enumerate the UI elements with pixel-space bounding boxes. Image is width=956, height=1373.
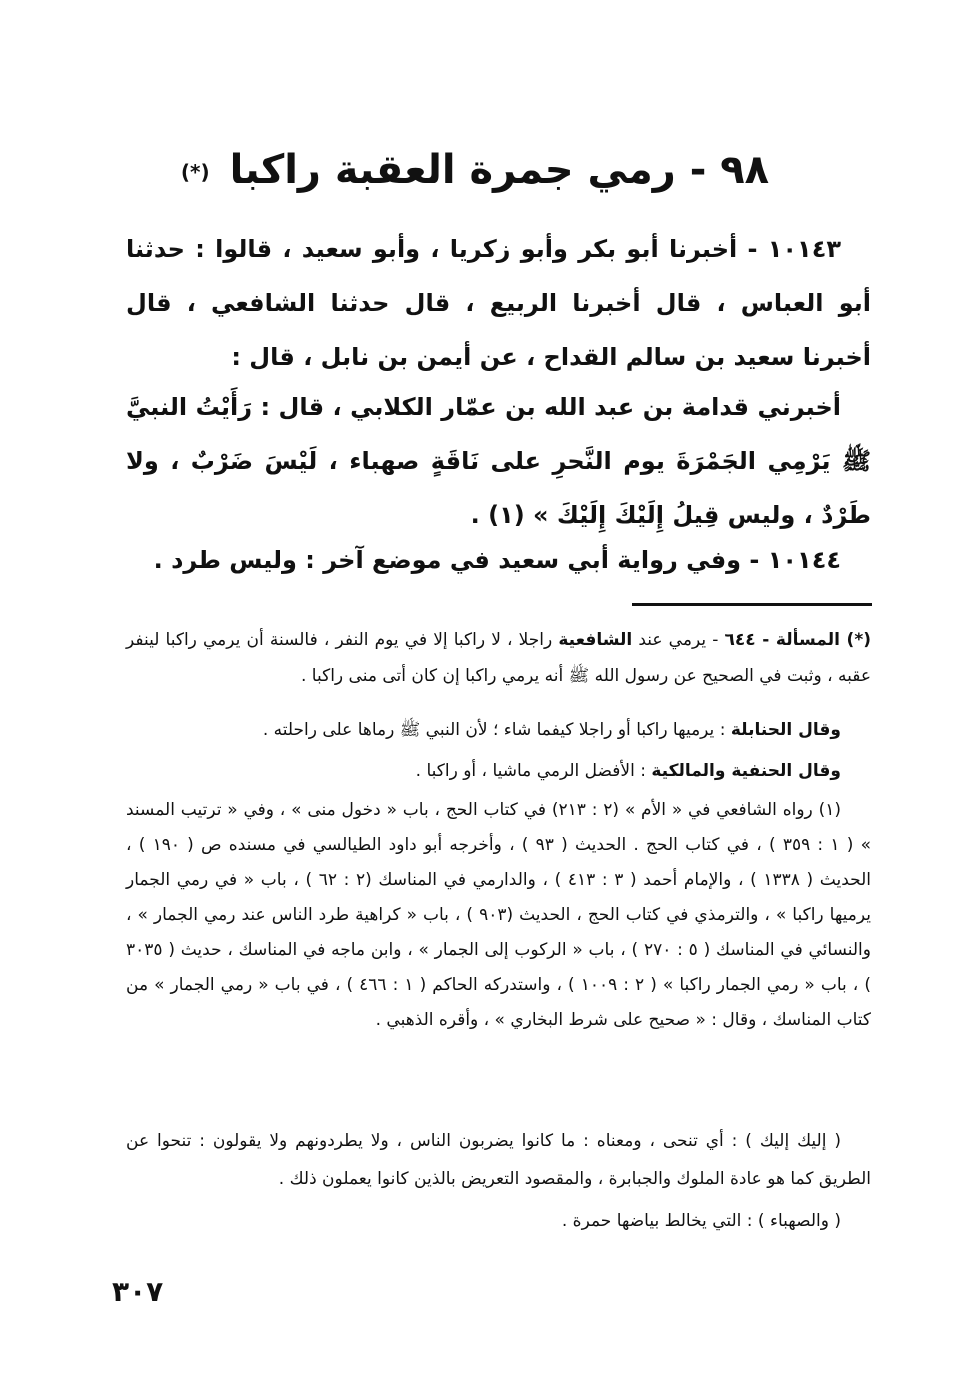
footnote-hanafi-maliki-label: وقال الحنفية والمالكية <box>651 761 841 781</box>
footnote-separator <box>632 603 872 606</box>
hadith-1144 <box>126 533 871 587</box>
hadith-1143-matn <box>126 380 871 542</box>
footnote-ilayk <box>126 1122 871 1198</box>
chapter-title <box>180 140 770 202</box>
chapter-number: ٩٨ <box>720 147 770 193</box>
footnote-issue-part2: راجلا ، لا راكبا إلا في يوم النفر ، فالسنة أن يرمي راكبا لينفر عقبه ، وثبت في الصحيح عن رسول الله ﷺ أنه يرمي راكبا إن كان أتى منى راكبا . <box>126 630 871 686</box>
footnote-sahba <box>126 1203 871 1239</box>
footnote-1-text: (١) رواه الشافعي في « الأم » (٢ : ٢١٣) في كتاب الحج ، باب « دخول منى » ، وفي « ترتيب المسند » ( ١ : ٣٥٩ ) ، في كتاب الحج . الحديث ( ٩٣ ) ، وأخرجه أبو داود الطيالسي في مسنده ص ( ١٩٠ ) ، الحديث ( ١٣٣٨ ) ، والإمام أحمد ( ٣ : ٤١٣ ) ، والدارمي في المناسك (٢ : ٦٢ ) ، باب « في رمي الجمار يرميها راكبا » ، والترمذي في كتاب الحج ، الحديث (٩٠٣ ) ، باب « كراهية طرد الناس عند رمي الجمار » ، والنسائي في المناسك ( ٥ : ٢٧٠ ) ، باب « الركوب إلى الجمار » ، وابن ماجه في المناسك ، حديث ( ٣٠٣٥ ) ، باب « رمي الجمار راكبا » ( ٢ : ١٠٠٩ ) ، واستدركه الحاكم ( ١ : ٤٦٦ ) ، في باب « رمي الجمار » من كتاب المناسك ، وقال : « صحيح على شرط البخاري » ، وأقره الذهبي . <box>126 800 872 1030</box>
chapter-title-dash: - <box>675 147 721 193</box>
footnote-issue-label: (*) المسألة - ٦٤٤ <box>724 630 871 650</box>
footnote-hanafi-maliki <box>126 753 871 789</box>
footnote-marker: (*) <box>180 160 210 184</box>
footnote-ilayk-text: ( إليك إليك ) : أي تنحى ، ومعناه : ما كانوا يضربون الناس ، ولا يطردونهم ولا يقولون : تنحوا عن الطريق كما هو عادة الملوك والجبابرة ، والمقصود التعريض بالذين كانوا يعملون ذلك . <box>126 1131 871 1189</box>
hadith-1143-chain <box>126 222 871 384</box>
footnote-hanbali-label: وقال الحنابلة <box>730 720 841 740</box>
footnote-issue-644 <box>126 622 871 694</box>
chapter-title-text: رمي جمرة العقبة راكبا <box>229 147 676 193</box>
footnote-hanbali-text: : يرميها راكبا أو راجلا كيفما شاء ؛ لأن النبي ﷺ رماها على راحلته . <box>262 720 731 740</box>
hadith-1143-text: ١٠١٤٣ - أخبرنا أبو بكر وأبو زكريا ، وأبو سعيد ، قالوا : حدثنا أبو العباس ، قال أخبرنا الربيع ، قال حدثنا الشافعي ، قال أخبرنا سعيد بن سالم القداح ، عن أيمن بن نابل ، قال : <box>126 235 871 371</box>
footnote-sahba-text: ( والصهباء ) : التي يخالط بياضها حمرة . <box>561 1211 841 1231</box>
hadith-1143-matn-text: أخبرني قدامة بن عبد الله بن عمّار الكلابي ، قال : رَأَيْتُ النبيَّ ﷺ يَرْمِي الجَمْرَةَ يوم النَّحرِ على نَاقَةٍ صهباء ، لَيْسَ ضَرْبٌ ، ولا طَرْدٌ ، وليس قِيلُ إِلَيْكَ إِلَيْكَ » (١) . <box>126 393 871 529</box>
page-number: ٣٠٧ <box>112 1275 164 1308</box>
footnote-hanbali <box>126 712 871 748</box>
footnote-issue-madhhab: الشافعية <box>558 630 633 650</box>
footnote-hanafi-maliki-text: : الأفضل الرمي ماشيا ، أو راكبا . <box>415 761 652 781</box>
hadith-1144-text: ١٠١٤٤ - وفي رواية أبي سعيد في موضع آخر : وليس طرد . <box>153 546 841 574</box>
footnote-issue-part1: - يرمي عند <box>632 630 725 650</box>
footnote-1-takhrij <box>126 793 871 1038</box>
